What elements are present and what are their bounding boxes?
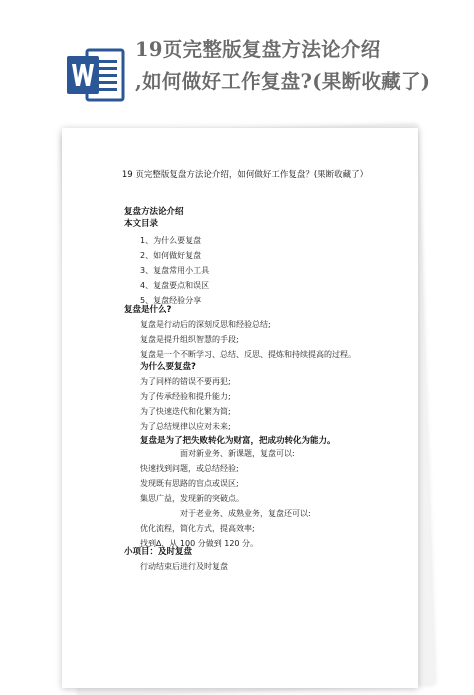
- body-line: 行动结束后进行及时复盘: [140, 562, 228, 571]
- toc-item: 3、复盘常用小工具: [140, 266, 210, 275]
- toc-label: 本文目录: [124, 219, 159, 229]
- toc-item: 1、为什么要复盘: [140, 236, 202, 245]
- body-line: 找到∆，从 100 分做到 120 分。: [140, 539, 259, 548]
- page-title-line2: ,如何做好工作复盘?(果断收藏了): [135, 70, 431, 93]
- toc-item: 2、如何做好复盘: [140, 251, 202, 260]
- body-line: 面对新业务、新课题，复盘可以:: [180, 449, 295, 458]
- toc-item: 5、复盘经验分享: [140, 296, 202, 305]
- word-icon: [65, 44, 127, 106]
- section-heading: 为什么要复盘?: [140, 362, 196, 372]
- summary-line: 复盘是为了把失败转化为财富，把成功转化为能力。: [140, 436, 336, 446]
- doc-heading: 复盘方法论介绍: [124, 207, 184, 217]
- page-title: [135, 34, 465, 98]
- body-line: 复盘是提升组织智慧的手段;: [140, 335, 239, 344]
- document-page: [62, 128, 418, 688]
- document-title: 19 页完整版复盘方法论介绍，如何做好工作复盘？(果断收藏了）: [121, 170, 369, 180]
- section-heading: 复盘是什么?: [124, 305, 172, 315]
- body-line: 为了同样的错误不要再犯;: [140, 377, 231, 386]
- body-line: 为了传承经验和提升能力;: [140, 392, 231, 401]
- section-heading: 小项目：及时复盘: [124, 547, 193, 557]
- body-line: 为了总结规律以应对未来;: [140, 422, 231, 431]
- body-line: 对于老业务、成熟业务，复盘还可以:: [180, 509, 311, 518]
- body-line: 优化流程，简化方式，提高效率;: [140, 524, 255, 533]
- body-line: 为了快速迭代和化繁为简;: [140, 407, 231, 416]
- body-line: 集思广益，发现新的突破点。: [140, 494, 244, 503]
- toc-item: 4、复盘要点和误区: [140, 281, 210, 290]
- page-title-line1: 19页完整版复盘方法论介绍: [135, 38, 381, 61]
- body-line: 发现既有思路的盲点或误区;: [140, 479, 239, 488]
- body-line: 快速找到问题，或总结经验;: [140, 464, 239, 473]
- body-line: 复盘是一个不断学习、总结、反思、提炼和持续提高的过程。: [140, 350, 356, 359]
- body-line: 复盘是行动后的深刻反思和经验总结;: [140, 320, 271, 329]
